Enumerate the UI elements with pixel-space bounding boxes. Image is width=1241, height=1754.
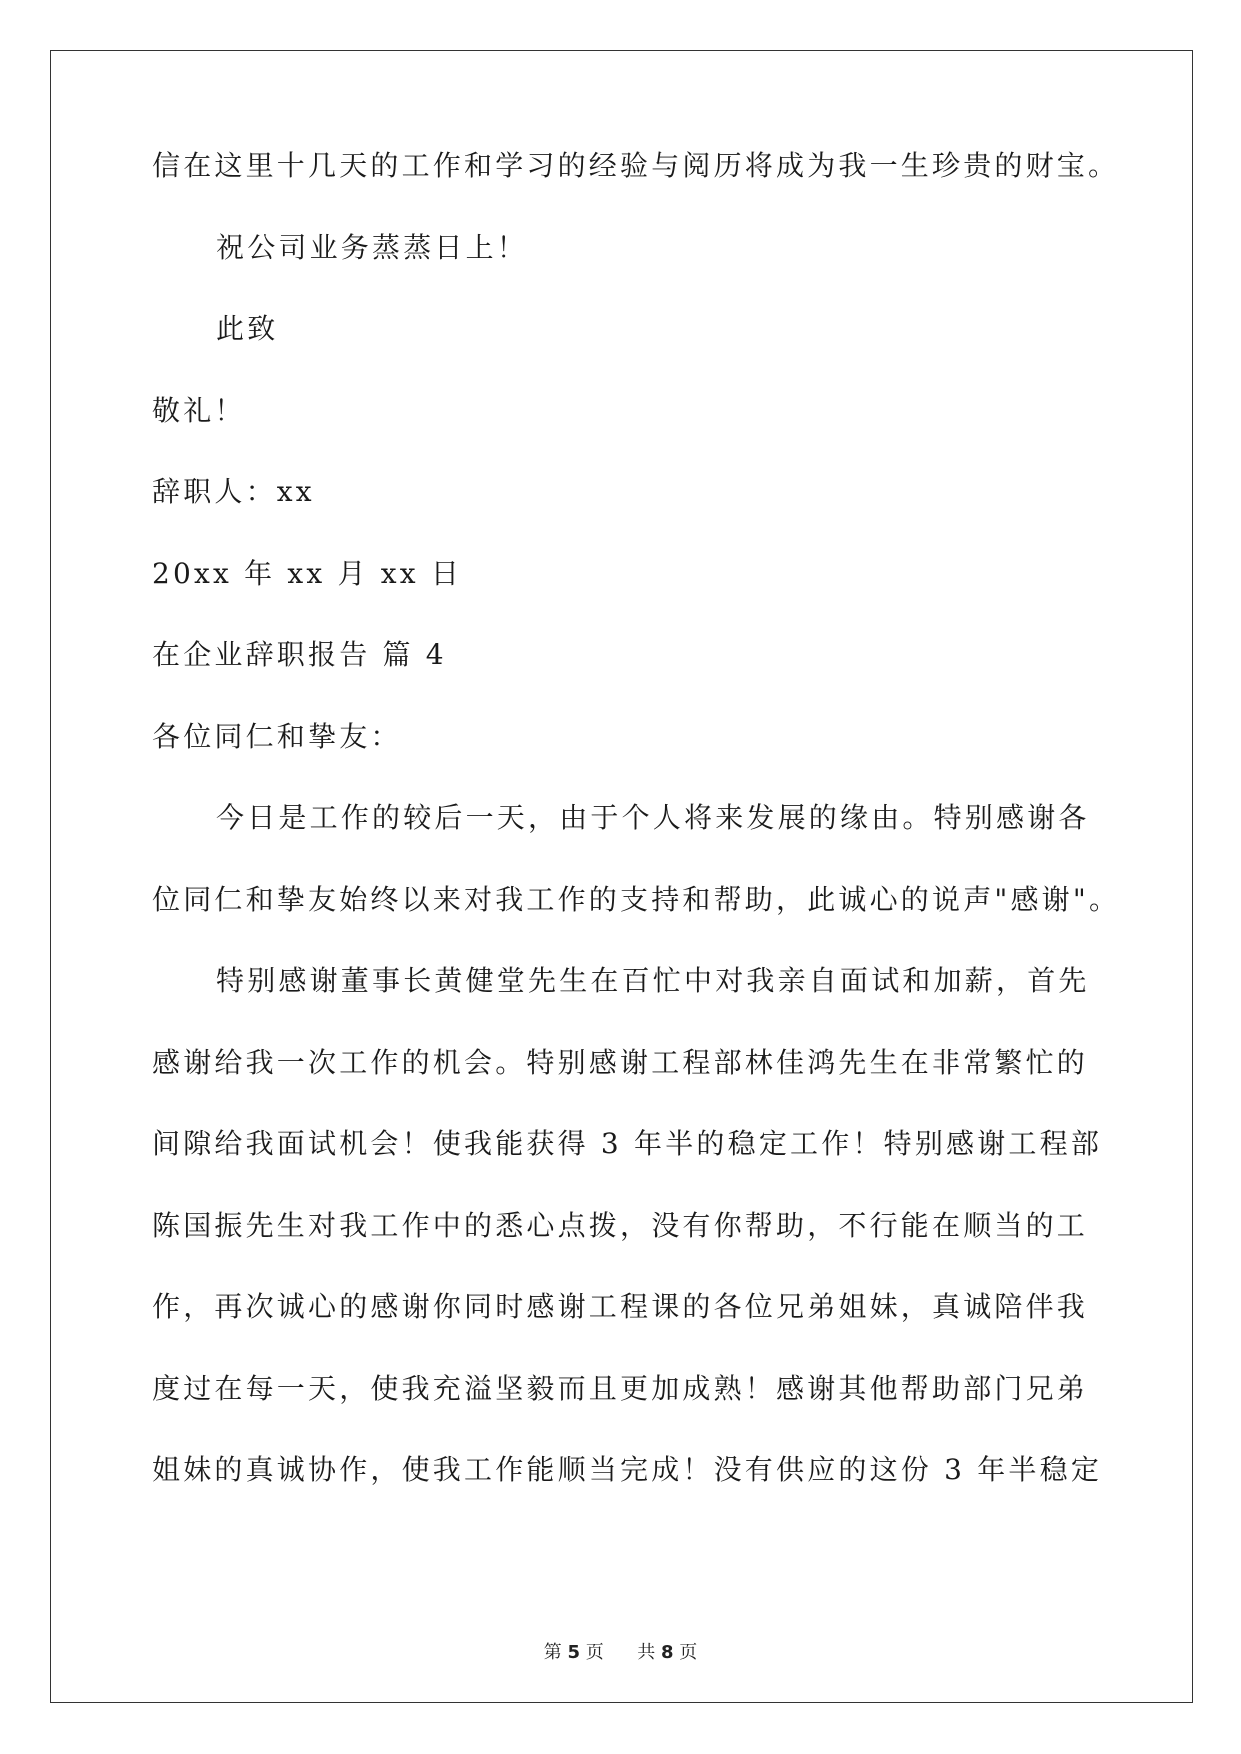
text-line-1: 信在这里十几天的工作和学习的经验与阅历将成为我一生珍贵的财宝。 (152, 149, 1120, 182)
footer-total-prefix: 共 (637, 1642, 656, 1663)
footer-total-suffix: 页 (679, 1642, 698, 1663)
text-line-12: 感谢给我一次工作的机会。特别感谢工程部林佳鸿先生在非常繁忙的 (152, 1045, 1089, 1079)
text-line-11: 特别感谢董事长黄健堂先生在百忙中对我亲自面试和加薪，首先 (216, 964, 1090, 997)
page-footer (0, 1638, 1241, 1664)
footer-page-current: 5 (567, 1642, 581, 1663)
text-line-16: 度过在每一天，使我充溢坚毅而且更加成熟！感谢其他帮助部门兄弟 (152, 1371, 1089, 1405)
text-line-15: 作，再次诚心的感谢你同时感谢工程课的各位兄弟姐妹，真诚陪伴我 (152, 1290, 1089, 1323)
section-heading: 在企业辞职报告 篇 4 (152, 638, 447, 671)
text-line-6: 20xx 年 xx 月 xx 日 (152, 556, 463, 590)
footer-page-prefix: 第 (543, 1642, 562, 1663)
footer-page-total: 8 (660, 1642, 674, 1663)
document-body (152, 149, 1121, 1511)
salutation: 各位同仁和挚友： (152, 719, 402, 753)
text-line-14: 陈国振先生对我工作中的悉心点拨，没有你帮助，不行能在顺当的工 (152, 1208, 1089, 1242)
text-line-5: 辞职人：xx (152, 475, 315, 508)
text-line-9: 今日是工作的较后一天，由于个人将来发展的缘由。特别感谢各 (216, 801, 1090, 834)
text-line-2: 祝公司业务蒸蒸日上！ (216, 230, 529, 264)
footer-page-suffix: 页 (585, 1642, 604, 1663)
text-line-4: 敬礼！ (152, 393, 246, 427)
text-line-10: 位同仁和挚友始终以来对我工作的支持和帮助，此诚心的说声"感谢"。 (152, 882, 1121, 916)
text-line-13: 间隙给我面试机会！使我能获得 3 年半的稳定工作！特别感谢工程部 (152, 1127, 1103, 1160)
text-line-17: 姐妹的真诚协作，使我工作能顺当完成！没有供应的这份 3 年半稳定 (152, 1453, 1103, 1486)
text-line-3: 此致 (216, 312, 279, 345)
